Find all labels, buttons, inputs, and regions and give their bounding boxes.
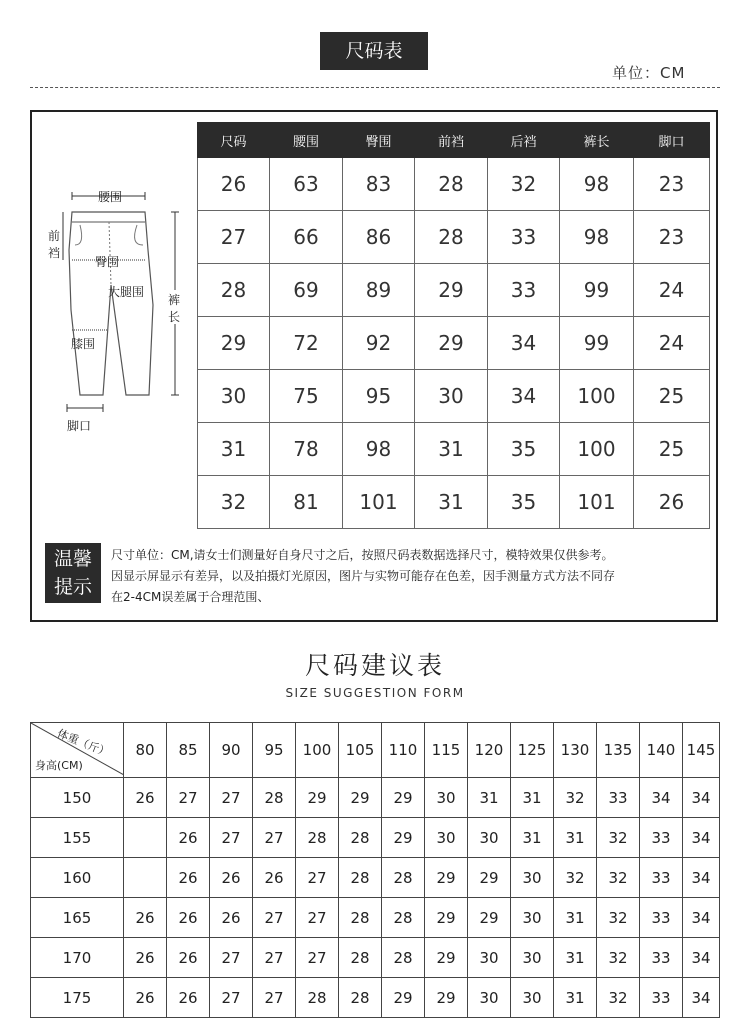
- size-cell: 34: [683, 778, 720, 818]
- size-cell: 29: [425, 898, 468, 938]
- height-cell: 160: [31, 858, 124, 898]
- tip-badge: [45, 543, 101, 603]
- size-cell: 26: [253, 858, 296, 898]
- size-cell: 33: [640, 978, 683, 1018]
- size-cell: [124, 858, 167, 898]
- size-cell: 30: [468, 938, 511, 978]
- size-cell: 28: [339, 858, 382, 898]
- table-cell: 72: [270, 317, 343, 370]
- size-cell: 29: [425, 858, 468, 898]
- size-cell: 26: [167, 858, 210, 898]
- table-cell: 35: [488, 476, 560, 529]
- table-cell: 28: [415, 211, 488, 264]
- table-cell: 33: [488, 211, 560, 264]
- size-cell: 31: [511, 818, 554, 858]
- size-cell: 34: [683, 938, 720, 978]
- table-cell: 29: [198, 317, 270, 370]
- size-cell: 28: [382, 938, 425, 978]
- weight-header: 80: [124, 723, 167, 778]
- size-cell: 32: [597, 898, 640, 938]
- table-cell: 92: [343, 317, 415, 370]
- table-cell: 101: [343, 476, 415, 529]
- table-cell: 101: [560, 476, 634, 529]
- table-cell: 99: [560, 317, 634, 370]
- size-cell: 29: [339, 778, 382, 818]
- corner-cell: [31, 723, 124, 778]
- table-cell: 32: [198, 476, 270, 529]
- thigh-label: 大腿围: [108, 285, 145, 299]
- table-cell: 30: [198, 370, 270, 423]
- table-cell: 100: [560, 423, 634, 476]
- size-cell: 27: [253, 978, 296, 1018]
- table-cell: 25: [634, 423, 710, 476]
- header-size: 尺码: [198, 123, 270, 158]
- size-cell: 30: [511, 898, 554, 938]
- weight-header: 115: [425, 723, 468, 778]
- table-cell: 28: [198, 264, 270, 317]
- size-cell: 32: [597, 938, 640, 978]
- table-cell: 66: [270, 211, 343, 264]
- table-cell: 100: [560, 370, 634, 423]
- size-cell: 28: [296, 818, 339, 858]
- front-rise-label-1: 前: [48, 229, 61, 243]
- size-cell: 28: [339, 938, 382, 978]
- size-cell: 28: [296, 978, 339, 1018]
- table-cell: 34: [488, 370, 560, 423]
- size-cell: 27: [210, 978, 253, 1018]
- size-cell: 29: [296, 778, 339, 818]
- tip-line: 因显示屏显示有差异，以及拍摄灯光原因，图片与实物可能存在色差，因手测量方式方法不同存: [111, 569, 616, 583]
- size-cell: 27: [253, 818, 296, 858]
- weight-header: 85: [167, 723, 210, 778]
- size-cell: 26: [167, 978, 210, 1018]
- table-cell: 81: [270, 476, 343, 529]
- table-cell: 26: [634, 476, 710, 529]
- table-cell: 78: [270, 423, 343, 476]
- table-cell: 24: [634, 264, 710, 317]
- size-cell: 26: [167, 818, 210, 858]
- size-cell: 26: [124, 778, 167, 818]
- length-label-2: 长: [168, 310, 181, 324]
- size-cell: 30: [425, 818, 468, 858]
- suggestion-row: [31, 818, 720, 858]
- size-cell: 30: [511, 858, 554, 898]
- size-cell: 27: [253, 938, 296, 978]
- table-cell: 69: [270, 264, 343, 317]
- suggestion-row: [31, 938, 720, 978]
- suggestion-row: [31, 898, 720, 938]
- size-cell: 28: [382, 858, 425, 898]
- size-cell: 31: [554, 938, 597, 978]
- header-front-rise: 前裆: [415, 123, 488, 158]
- table-cell: 25: [634, 370, 710, 423]
- size-cell: 26: [124, 978, 167, 1018]
- suggestion-title: 尺码建议表: [304, 651, 445, 680]
- height-cell: 170: [31, 938, 124, 978]
- table-cell: 89: [343, 264, 415, 317]
- weight-header: 90: [210, 723, 253, 778]
- size-cell: 27: [210, 818, 253, 858]
- table-cell: 31: [415, 476, 488, 529]
- size-cell: 26: [210, 898, 253, 938]
- dashed-divider: [30, 87, 720, 88]
- size-cell: 26: [124, 898, 167, 938]
- table-row: [198, 317, 710, 370]
- size-cell: 29: [382, 778, 425, 818]
- size-cell: 32: [597, 978, 640, 1018]
- weight-header: 105: [339, 723, 382, 778]
- size-cell: 28: [382, 898, 425, 938]
- size-cell: 29: [425, 978, 468, 1018]
- length-label-1: 裤: [168, 293, 181, 307]
- size-cell: 32: [597, 858, 640, 898]
- weight-header: 140: [640, 723, 683, 778]
- table-cell: 29: [415, 264, 488, 317]
- header-leg-opening: 脚口: [634, 123, 710, 158]
- corner-weight-label: 体重（斤）: [55, 726, 112, 760]
- size-cell: 30: [425, 778, 468, 818]
- tip-text: [111, 545, 711, 608]
- suggestion-row: [31, 858, 720, 898]
- size-cell: 28: [339, 898, 382, 938]
- height-cell: 150: [31, 778, 124, 818]
- table-cell: 32: [488, 158, 560, 211]
- table-cell: 34: [488, 317, 560, 370]
- size-cell: 26: [210, 858, 253, 898]
- size-cell: 31: [554, 978, 597, 1018]
- size-cell: 30: [468, 978, 511, 1018]
- table-row: [198, 264, 710, 317]
- size-cell: 28: [339, 978, 382, 1018]
- table-row: [198, 423, 710, 476]
- weight-header: 125: [511, 723, 554, 778]
- size-cell: 27: [296, 898, 339, 938]
- size-cell: 34: [683, 858, 720, 898]
- suggestion-header-row: [31, 723, 720, 778]
- table-row: [198, 158, 710, 211]
- size-cell: 34: [683, 978, 720, 1018]
- table-cell: 24: [634, 317, 710, 370]
- header-back-rise: 后裆: [488, 123, 560, 158]
- size-cell: 27: [210, 938, 253, 978]
- tip-line: 尺寸单位：CM,请女士们测量好自身尺寸之后，按照尺码表数据选择尺寸，模特效果仅供参考。: [111, 548, 614, 562]
- size-cell: 29: [468, 898, 511, 938]
- table-cell: 98: [343, 423, 415, 476]
- table-cell: 98: [560, 158, 634, 211]
- leg-opening-label: 脚口: [67, 419, 92, 433]
- size-cell: 26: [167, 938, 210, 978]
- table-row: [198, 476, 710, 529]
- weight-header: 95: [253, 723, 296, 778]
- hip-label: 臀围: [95, 255, 120, 269]
- height-cell: 165: [31, 898, 124, 938]
- size-cell: 30: [511, 938, 554, 978]
- corner-height-label: 身高(CM): [35, 759, 83, 772]
- size-cell: 33: [640, 938, 683, 978]
- size-cell: 33: [597, 778, 640, 818]
- size-table: [197, 122, 710, 529]
- table-cell: 75: [270, 370, 343, 423]
- table-cell: 98: [560, 211, 634, 264]
- knee-label: 膝围: [71, 337, 96, 351]
- size-cell: 27: [210, 778, 253, 818]
- page-title: 尺码表: [320, 32, 428, 70]
- table-cell: 29: [415, 317, 488, 370]
- tip-line: 在2-4CM误差属于合理范围、: [111, 590, 270, 604]
- table-cell: 33: [488, 264, 560, 317]
- table-cell: 95: [343, 370, 415, 423]
- suggestion-subtitle: SIZE SUGGESTION FORM: [285, 686, 465, 700]
- tip-badge-line2: 提示: [53, 576, 92, 598]
- waist-label: 腰围: [98, 190, 123, 204]
- size-cell: 31: [468, 778, 511, 818]
- size-cell: 28: [253, 778, 296, 818]
- size-cell: 30: [468, 818, 511, 858]
- height-cell: 155: [31, 818, 124, 858]
- weight-header: 145: [683, 723, 720, 778]
- table-cell: 63: [270, 158, 343, 211]
- weight-header: 130: [554, 723, 597, 778]
- table-cell: 30: [415, 370, 488, 423]
- size-cell: 27: [253, 898, 296, 938]
- weight-header: 110: [382, 723, 425, 778]
- size-cell: 29: [382, 978, 425, 1018]
- table-cell: 23: [634, 211, 710, 264]
- size-cell: 33: [640, 898, 683, 938]
- table-cell: 31: [198, 423, 270, 476]
- size-cell: 29: [382, 818, 425, 858]
- size-cell: 30: [511, 978, 554, 1018]
- size-cell: 32: [554, 858, 597, 898]
- size-cell: 31: [554, 818, 597, 858]
- size-cell: 31: [511, 778, 554, 818]
- size-cell: 34: [683, 898, 720, 938]
- size-cell: 29: [425, 938, 468, 978]
- table-cell: 26: [198, 158, 270, 211]
- pants-diagram: [45, 190, 190, 440]
- table-cell: 83: [343, 158, 415, 211]
- table-cell: 23: [634, 158, 710, 211]
- suggestion-table: [30, 722, 720, 1018]
- header-length: 裤长: [560, 123, 634, 158]
- table-cell: 28: [415, 158, 488, 211]
- header-hip: 臀围: [343, 123, 415, 158]
- size-cell: 31: [554, 898, 597, 938]
- table-cell: 35: [488, 423, 560, 476]
- size-cell: 28: [339, 818, 382, 858]
- size-cell: 33: [640, 858, 683, 898]
- size-table-header: [198, 123, 710, 158]
- size-cell: 32: [554, 778, 597, 818]
- tip-badge-line1: 温馨: [53, 548, 92, 570]
- size-cell: 26: [167, 898, 210, 938]
- table-row: [198, 370, 710, 423]
- suggestion-row: [31, 978, 720, 1018]
- size-cell: 34: [683, 818, 720, 858]
- size-cell: 27: [296, 858, 339, 898]
- unit-label: 单位：CM: [612, 64, 686, 82]
- weight-header: 100: [296, 723, 339, 778]
- size-cell: 34: [640, 778, 683, 818]
- weight-header: 135: [597, 723, 640, 778]
- height-cell: 175: [31, 978, 124, 1018]
- size-cell: 29: [468, 858, 511, 898]
- table-cell: 27: [198, 211, 270, 264]
- table-cell: 99: [560, 264, 634, 317]
- table-cell: 86: [343, 211, 415, 264]
- front-rise-label-2: 裆: [48, 246, 61, 260]
- weight-header: 120: [468, 723, 511, 778]
- size-cell: 32: [597, 818, 640, 858]
- size-cell: 27: [167, 778, 210, 818]
- size-cell: 27: [296, 938, 339, 978]
- table-cell: 31: [415, 423, 488, 476]
- size-cell: [124, 818, 167, 858]
- suggestion-row: [31, 778, 720, 818]
- table-row: [198, 211, 710, 264]
- size-cell: 26: [124, 938, 167, 978]
- header-waist: 腰围: [270, 123, 343, 158]
- size-cell: 33: [640, 818, 683, 858]
